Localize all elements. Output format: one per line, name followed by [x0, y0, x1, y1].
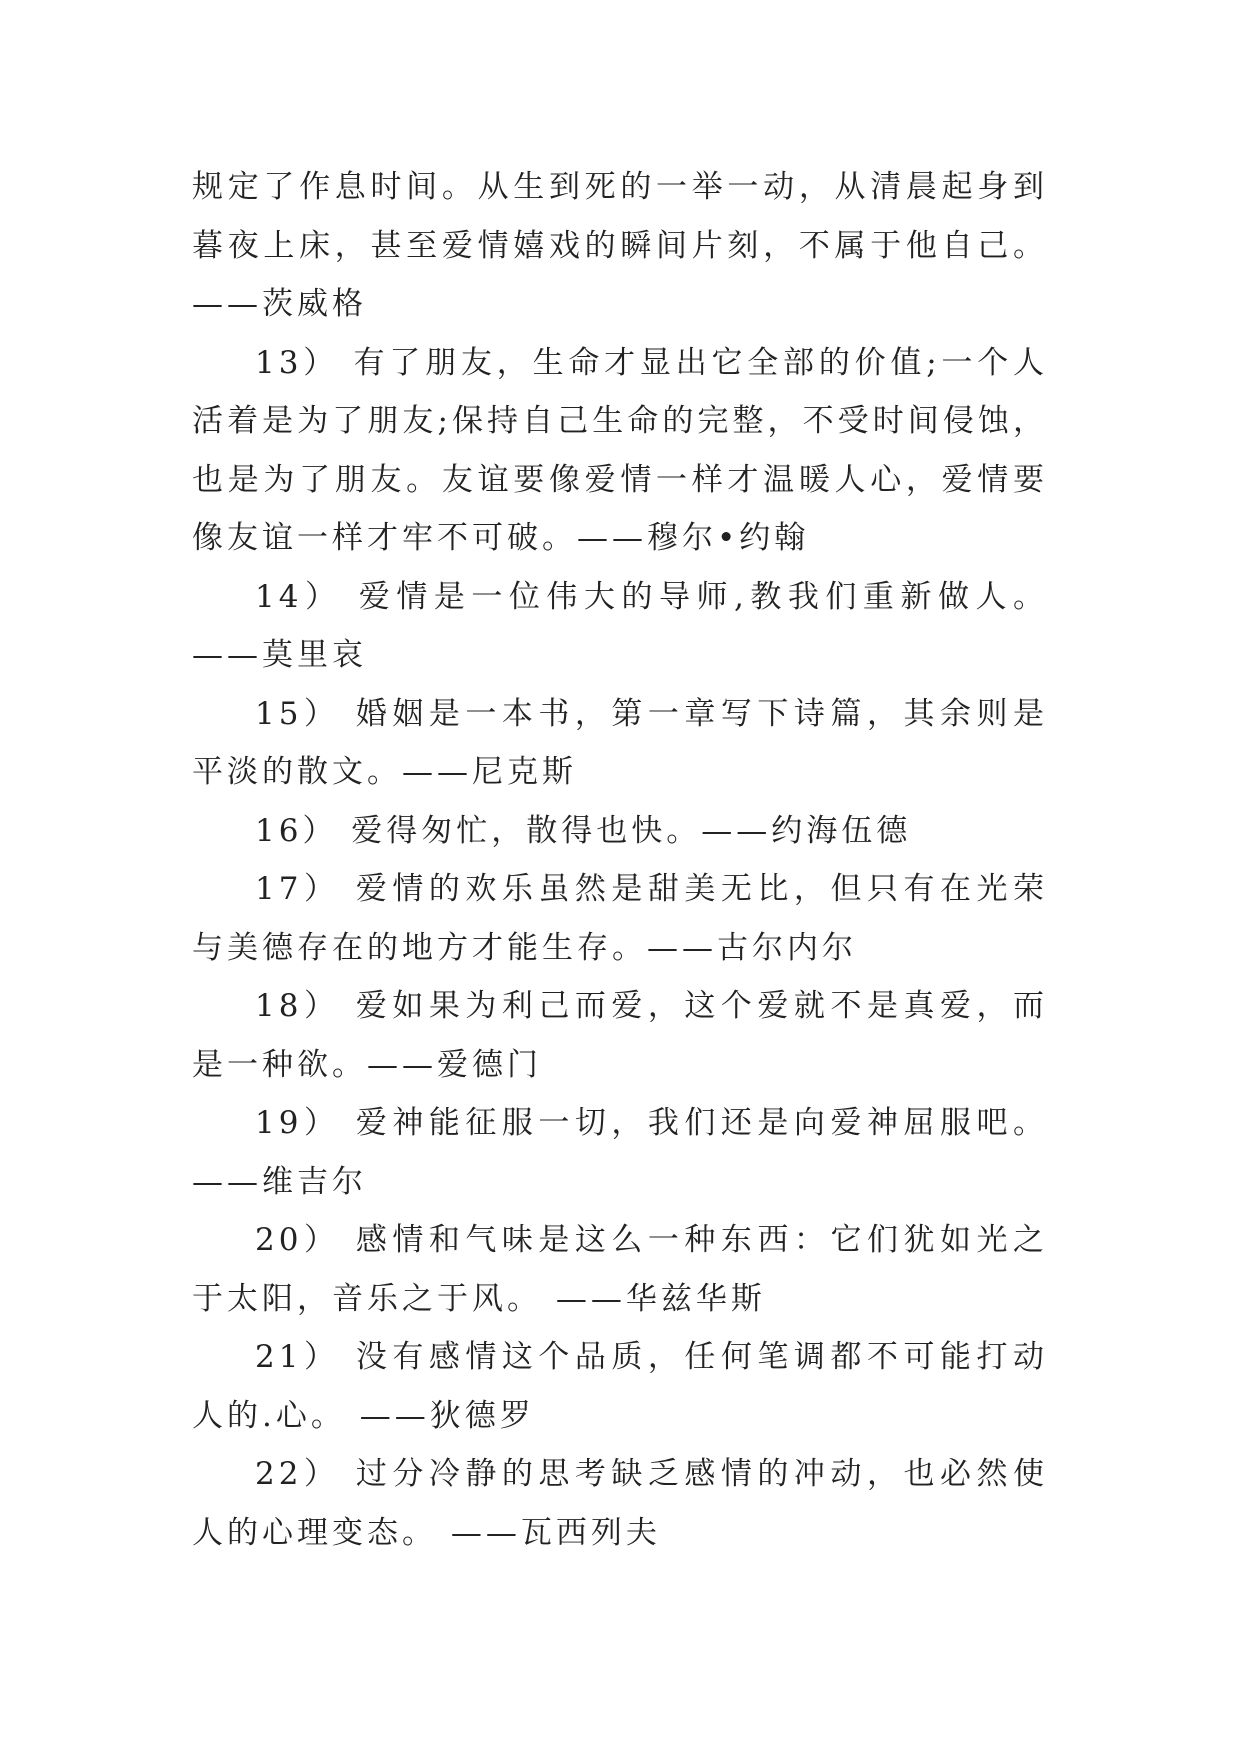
quote-15: 15） 婚姻是一本书，第一章写下诗篇，其余则是平淡的散文。——尼克斯 — [192, 695, 1048, 790]
paragraph-continuation: 规定了作息时间。从生到死的一举一动，从清晨起身到暮夜上床，甚至爱情嬉戏的瞬间片刻，不属于他自己。——茨威格 — [192, 169, 1048, 322]
quote-20: 20） 感情和气味是这么一种东西：它们犹如光之于太阳，音乐之于风。 ——华兹华斯 — [192, 1222, 1048, 1317]
quote-21: 21） 没有感情这个品质，任何笔调都不可能打动人的.心。 ——狄德罗 — [192, 1339, 1048, 1434]
quote-22: 22） 过分冷静的思考缺乏感情的冲动，也必然使人的心理变态。 ——瓦西列夫 — [192, 1456, 1048, 1551]
quote-19: 19） 爱神能征服一切，我们还是向爱神屈服吧。——维吉尔 — [192, 1105, 1048, 1200]
quote-17: 17） 爱情的欢乐虽然是甜美无比，但只有在光荣与美德存在的地方才能生存。——古尔内尔 — [192, 871, 1048, 966]
quote-14: 14） 爱情是一位伟大的导师,教我们重新做人。——莫里哀 — [192, 578, 1048, 673]
quote-18: 18） 爱如果为利己而爱，这个爱就不是真爱，而是一种欲。——爱德门 — [192, 988, 1048, 1083]
quote-list — [192, 158, 1048, 1562]
quote-16: 16） 爱得匆忙，散得也快。——约海伍德 — [255, 812, 912, 849]
quote-13: 13） 有了朋友，生命才显出它全部的价值;一个人活着是为了朋友;保持自己生命的完整，不受时间侵蚀，也是为了朋友。友谊要像爱情一样才温暖人心，爱情要像友谊一样才牢不可破。——穆尔•约翰 — [192, 344, 1048, 556]
